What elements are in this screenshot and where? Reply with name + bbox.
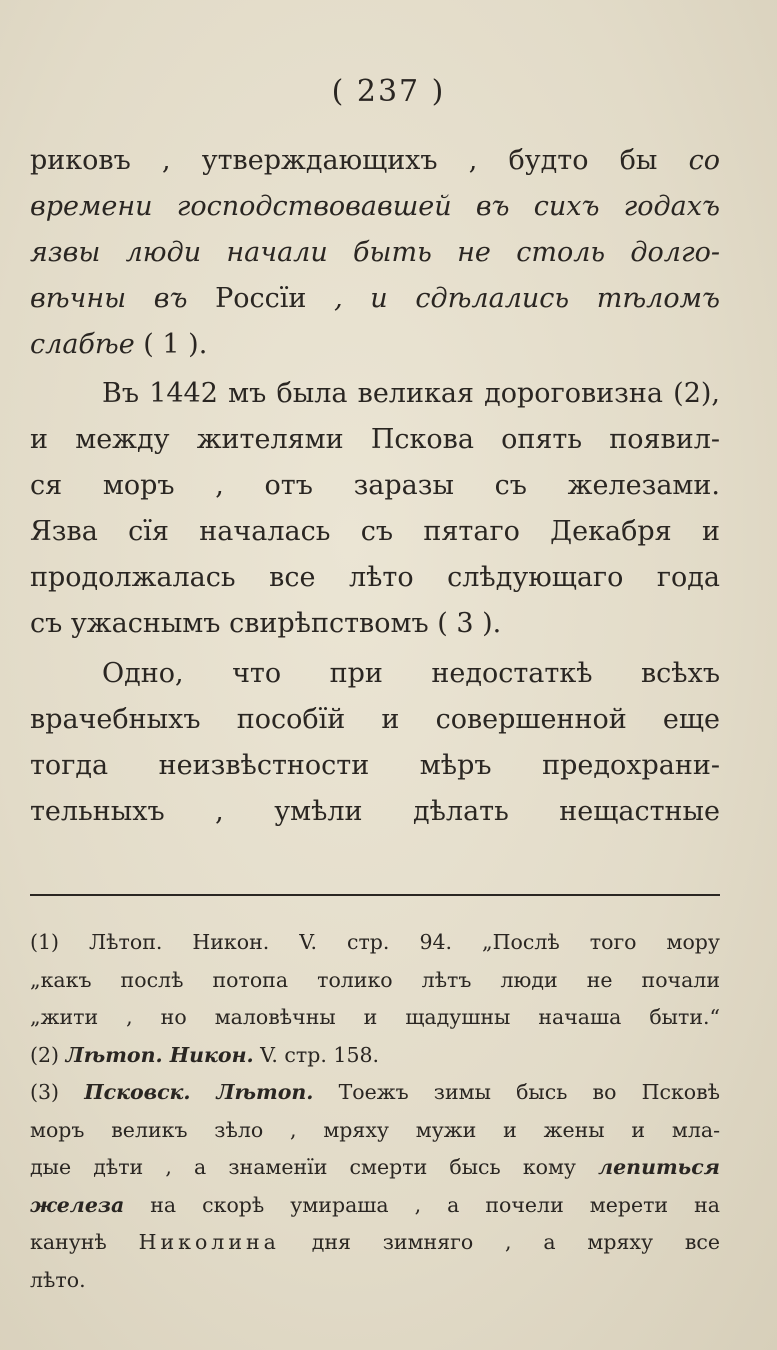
- footnote-line: „какъ послѣ потопа толико лѣтъ люди не почали: [30, 967, 720, 992]
- page-number: ( 237 ): [331, 74, 446, 109]
- text-segment: на скорѣ умираша , а почели мерети на: [124, 1192, 720, 1217]
- text-line: врачебныхъ пособїй и совершенной еще: [30, 704, 720, 735]
- footnote-divider: [30, 894, 720, 896]
- italic-segment: лепиться: [598, 1155, 720, 1179]
- text-line: Въ 1442 мъ была великая дороговизна (2),: [102, 378, 720, 409]
- footnote-line: (1) Лѣтоп. Никон. V. стр. 94. „Послѣ того мору: [30, 930, 720, 954]
- footnote-number: (3): [30, 1080, 85, 1104]
- footnote-line: [30, 1149, 720, 1187]
- text-line: [30, 138, 720, 184]
- text-segment: Россїи: [215, 283, 307, 314]
- text-line: съ ужаснымъ свирѣпствомъ ( 3 ).: [30, 608, 502, 639]
- spaced-name: Николина: [138, 1230, 280, 1254]
- footnote-line: лѣто.: [30, 1267, 86, 1292]
- footnote-source: Псковск. Лѣтоп.: [84, 1080, 314, 1104]
- text-line: язвы люди начали быть не столь долго-: [30, 237, 720, 268]
- text-line: тельныхъ , умѣли дѣлать нещастные: [30, 796, 720, 827]
- text-line: продолжалась все лѣто слѣдующаго года: [30, 562, 720, 593]
- text-line: [30, 276, 720, 322]
- footnote-line: моръ великъ зѣло , мряху мужи и жены и мла-: [30, 1117, 720, 1142]
- italic-segment: железа: [30, 1192, 125, 1217]
- text-segment: дые дѣти , а знаменїи смерти бысь кому: [30, 1155, 599, 1179]
- footnote-1: [30, 924, 720, 1037]
- text-segment: дня зимняго , а мряху все: [279, 1230, 720, 1254]
- text-line: ся моръ , отъ заразы съ железами.: [30, 470, 720, 501]
- text-segment: канунѣ: [30, 1230, 139, 1254]
- italic-segment: слабѣе: [30, 329, 135, 360]
- text-segment: V. стр. 158.: [253, 1042, 380, 1067]
- paragraph-2: [30, 371, 720, 647]
- footnote-3: [30, 1074, 720, 1299]
- footnote-2: [30, 1037, 720, 1075]
- footnote-ref: ( 1 ).: [134, 329, 208, 360]
- footnote-line: „жити , но маловѣчны и щадушны начаша быти.“: [30, 1005, 720, 1029]
- paragraph-3: [30, 651, 720, 835]
- footnote-line: [30, 1224, 720, 1262]
- paragraph-1: [30, 138, 720, 368]
- text-line: Язва сїя началась съ пятаго Декабря и: [30, 516, 720, 547]
- footnote-number: (2): [30, 1042, 66, 1067]
- text-line: [30, 322, 720, 368]
- text-line: и между жителями Пскова опять появил-: [30, 424, 720, 455]
- text-line: времени господствовавшей въ сихъ годахъ: [30, 191, 720, 222]
- text-segment: Тоежъ зимы бысь во Псковѣ: [313, 1080, 720, 1104]
- italic-segment: , и сдѣлались тѣломъ: [306, 283, 720, 314]
- footnotes: [30, 924, 720, 1299]
- italic-segment: вѣчны въ: [30, 283, 216, 314]
- footnote-line: [30, 1187, 720, 1225]
- footnote-line: [30, 1037, 720, 1075]
- footnote-line: [30, 1074, 720, 1112]
- text-segment: риковъ , утверждающихъ , будто бы: [30, 145, 689, 176]
- footnote-source: Лѣтоп. Никон.: [65, 1042, 254, 1067]
- text-line: тогда неизвѣстности мѣръ предохрани-: [30, 750, 720, 781]
- text-line: Одно, что при недостаткѣ всѣхъ: [102, 658, 720, 689]
- italic-segment: со: [688, 145, 720, 176]
- main-text: [30, 138, 720, 835]
